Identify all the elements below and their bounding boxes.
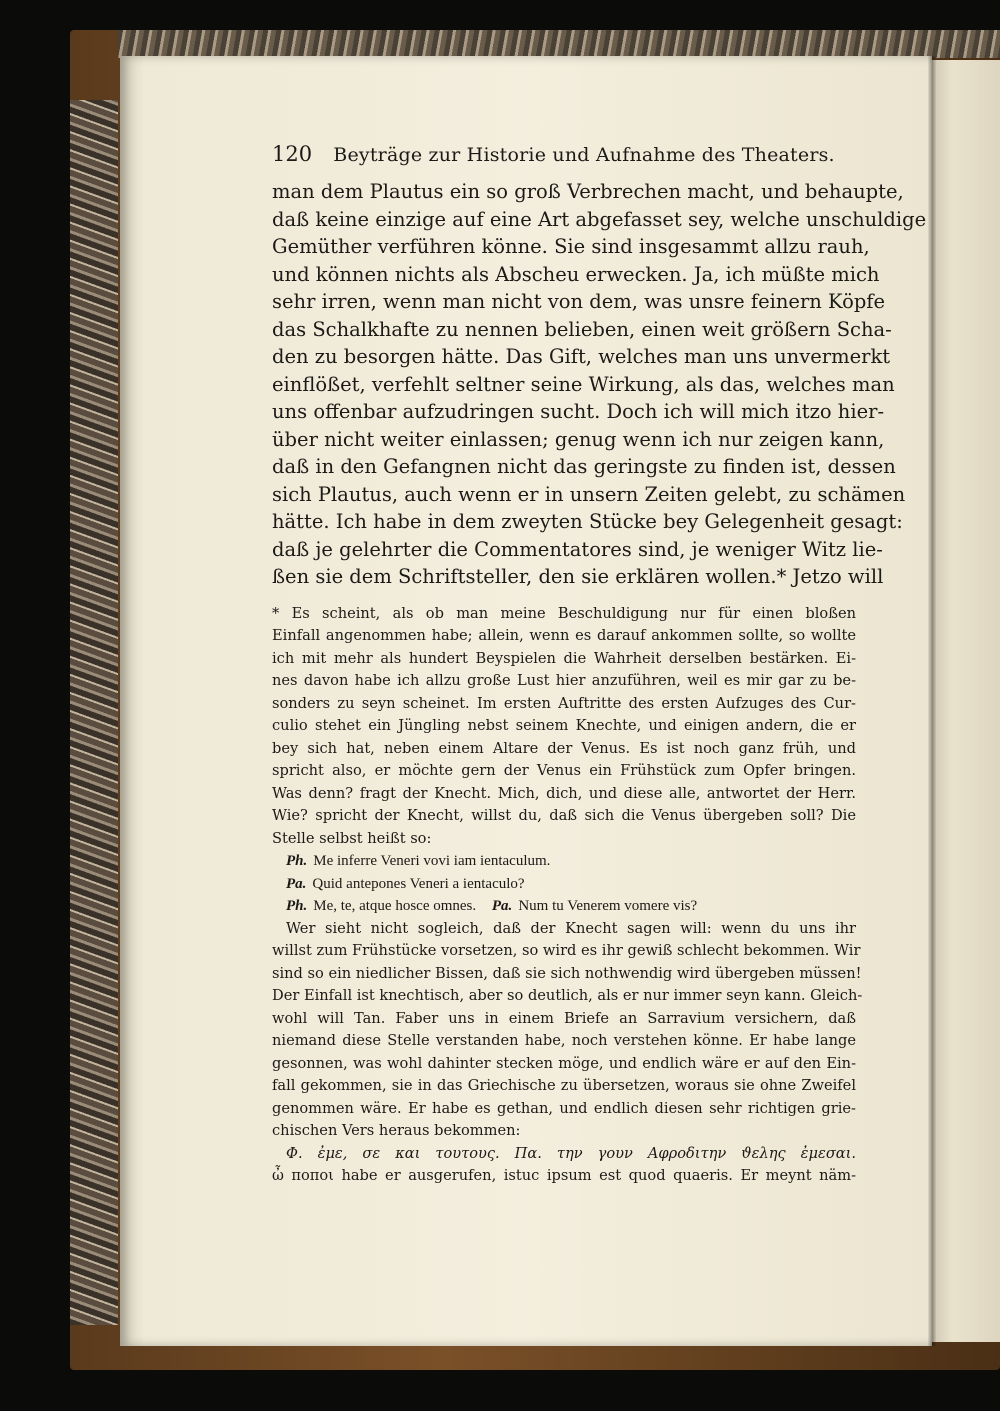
- latin-quote-line: [272, 895, 856, 918]
- footnote-line: Einfall angenommen habe; allein, wenn es darauf ankommen sollte, so wollte: [272, 627, 856, 644]
- text-line: man dem Plautus ein so groß Verbrechen macht, und behaupte,: [272, 180, 904, 203]
- page-number: 120: [272, 142, 313, 166]
- footnote-line: wohl will Tan. Faber uns in einem Briefe an Sarravium versichern, daß: [272, 1009, 856, 1027]
- text-line: daß je gelehrter die Commentatores sind, je weniger Witz lie-: [272, 537, 883, 561]
- text-line: den zu besorgen hätte. Das Gift, welches man uns unvermerkt: [272, 345, 891, 368]
- page-header: [272, 142, 856, 170]
- footnote-line: sind so ein niedlicher Bissen, daß sie sich nothwendig wird übergeben müssen!: [272, 964, 862, 982]
- latin-quote-line: [272, 873, 856, 896]
- footnote-line: genommen wäre. Er habe es gethan, und endlich diesen sehr richtigen grie-: [272, 1099, 856, 1117]
- speaker-label: Ph.: [286, 853, 308, 869]
- text-line: über nicht weiter einlassen; genug wenn ich nur zeigen kann,: [272, 427, 885, 451]
- footnote-line: chischen Vers heraus bekommen:: [272, 1122, 521, 1139]
- greek-verse-line: Φ. ἐμε, σε και τουτους. Πα. την γουν Αφροδιτην ϑελης ἐμεσαι.: [286, 1144, 856, 1162]
- footnote-line: sonders zu seyn scheinet. Im ersten Auftritte des ersten Aufzuges des Cur-: [272, 694, 856, 712]
- marbled-edge-top: [118, 30, 1000, 58]
- text-line: ßen sie dem Schriftsteller, den sie erklären wollen.* Jetzo will: [272, 565, 884, 588]
- text-line: hätte. Ich habe in dem zweyten Stücke bey Gelegenheit gesagt:: [272, 510, 903, 533]
- marbled-edge-left: [70, 100, 118, 1325]
- text-line: das Schalkhafte zu nennen belieben, einen weit größern Scha-: [272, 317, 892, 341]
- footnote-line: niemand diese Stelle verstanden habe, noch verstehen könne. Er habe lange: [272, 1032, 856, 1049]
- footnote-line: Wer sieht nicht sogleich, daß der Knecht sagen will: wenn du uns ihr: [286, 919, 856, 937]
- page-gutter: [928, 56, 936, 1346]
- footnote-line: ich mit mehr als hundert Beyspielen die Wahrheit derselben bestärken. Ei-: [272, 649, 856, 667]
- running-title: Beyträge zur Historie und Aufnahme des Theaters.: [333, 144, 835, 166]
- speaker-label: Pa.: [286, 875, 307, 892]
- text-line: sehr irren, wenn man nicht von dem, was unsre feinern Köpfe: [272, 290, 886, 313]
- quote-text: Num tu Venerem vomere vis?: [518, 898, 698, 914]
- quote-text: Quid antepones Veneri a ientaculo?: [312, 875, 525, 892]
- footnote-line: Wie? spricht der Knecht, willst du, daß sich die Venus übergeben soll? Die: [272, 807, 856, 824]
- footnote-line: ὦ ποποι habe er ausgerufen, istuc ipsum est quod quaeris. Er meynt näm-: [272, 1167, 856, 1184]
- speaker-label: Ph.: [286, 898, 308, 914]
- footnote-line: * Es scheint, als ob man meine Beschuldigung nur für einen bloßen: [272, 604, 856, 622]
- footnote-line: Der Einfall ist knechtisch, aber so deutlich, als er nur immer seyn kann. Gleich-: [272, 987, 863, 1004]
- text-line: uns offenbar aufzudringen sucht. Doch ich will mich itzo hier-: [272, 400, 885, 423]
- quote-text: Me, te, atque hosce omnes.: [313, 898, 477, 914]
- footnote-line: Stelle selbst heißt so:: [272, 829, 432, 847]
- footnote-line: fall gekommen, sie in das Griechische zu übersetzen, woraus sie ohne Zweifel: [272, 1077, 856, 1094]
- latin-quote-line: [272, 850, 856, 873]
- footnote-line: Was denn? fragt der Knecht. Mich, dich, und diese alle, antwortet der Herr.: [272, 784, 856, 802]
- text-line: einflößet, verfehlt seltner seine Wirkung, als das, welches man: [272, 372, 895, 396]
- facing-page-edge: [932, 60, 1000, 1342]
- footnote-line: bey sich hat, neben einem Altare der Venus. Es ist noch ganz früh, und: [272, 739, 856, 757]
- footnote-line: gesonnen, was wohl dahinter stecken möge, und endlich wäre er auf den Ein-: [272, 1054, 856, 1072]
- text-line: Gemüther verführen könne. Sie sind insgesammt allzu rauh,: [272, 235, 870, 258]
- footnote-line: nes davon habe ich allzu große Lust hier anzuführen, weil es mir gar zu be-: [272, 672, 856, 689]
- footnote-line: willst zum Frühstücke vorsetzen, so wird es ihr gewiß schlecht bekommen. Wir: [272, 942, 861, 959]
- text-line: sich Plautus, auch wenn er in unsern Zeiten gelebt, zu schämen: [272, 482, 906, 506]
- main-text: [272, 178, 927, 591]
- text-line: daß in den Gefangnen nicht das geringste zu finden ist, dessen: [272, 455, 896, 478]
- quote-text: Me inferre Veneri vovi iam ientaculum.: [313, 853, 551, 869]
- page-text: [272, 142, 927, 1188]
- footnote: [272, 603, 863, 1188]
- footnote-line: culio stehet ein Jüngling nebst seinem Knechte, und einigen andern, die er: [272, 717, 856, 734]
- footnote-line: spricht also, er möchte gern der Venus ein Frühstück zum Opfer bringen.: [272, 762, 856, 779]
- text-line: und können nichts als Abscheu erwecken. Ja, ich müßte mich: [272, 262, 880, 286]
- text-line: daß keine einzige auf eine Art abgefasset sey, welche unschuldige: [272, 207, 927, 231]
- speaker-label: Pa.: [491, 898, 513, 914]
